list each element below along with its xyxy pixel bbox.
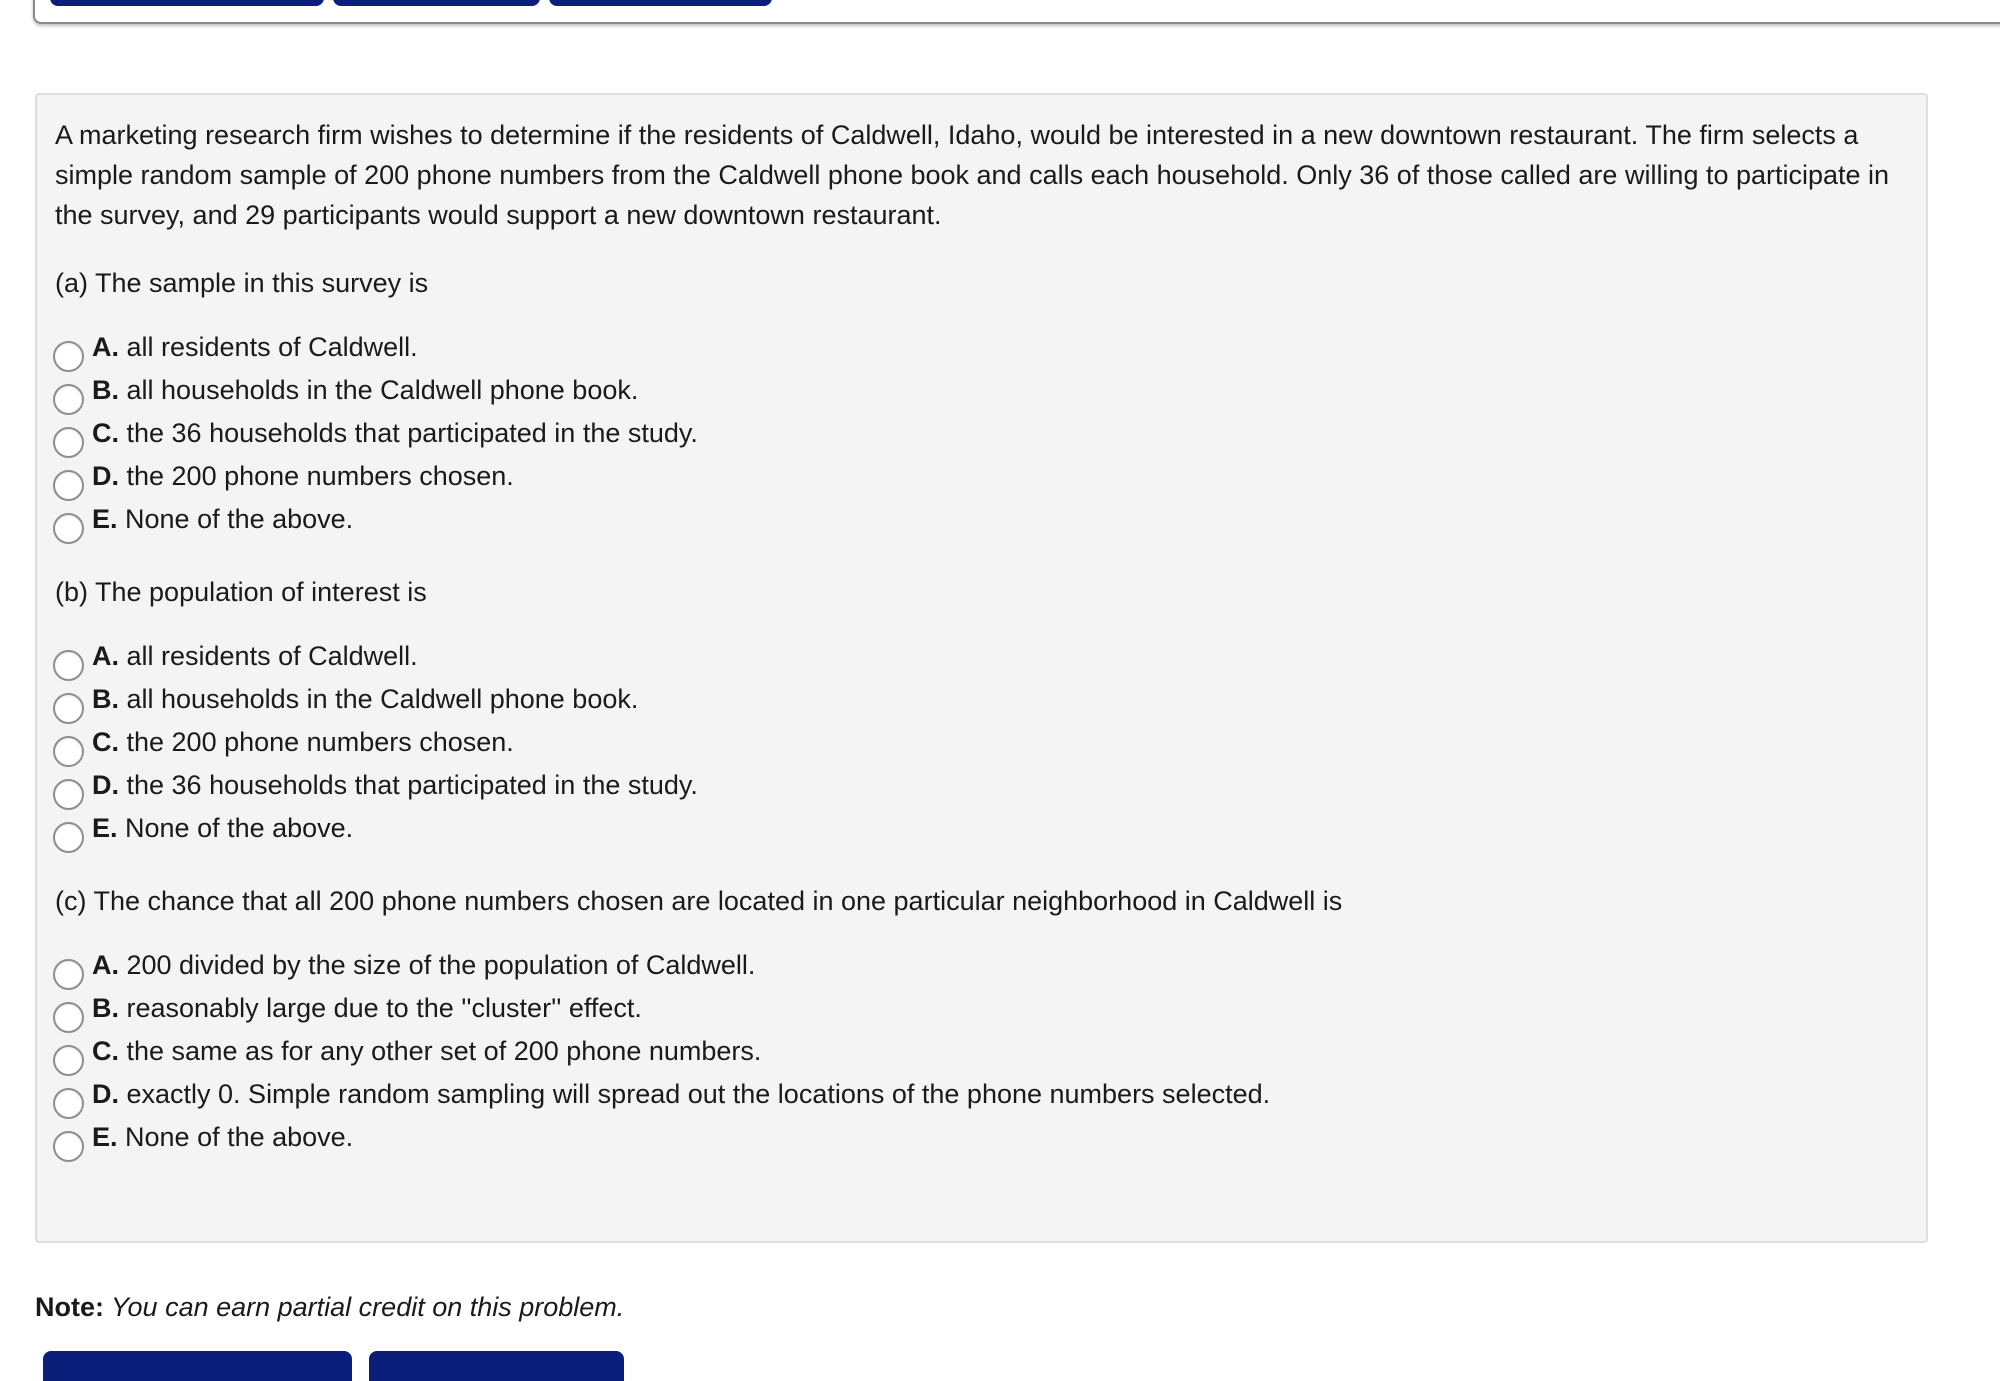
part-b-question: (b) The population of interest is [55, 577, 427, 607]
option-text: all residents of Caldwell. [119, 332, 418, 362]
option-letter: D. [92, 1079, 119, 1109]
option-letter: B. [92, 993, 119, 1023]
part-b-option-c[interactable] [55, 724, 1908, 767]
part-b-option-a[interactable] [55, 638, 1908, 681]
part-c-question: (c) The chance that all 200 phone numbers chosen are located in one particular neighborhood in Caldwell is [55, 886, 1343, 916]
part-c-option-e[interactable] [55, 1119, 1908, 1162]
radio-button[interactable] [53, 1002, 84, 1033]
option-label [92, 638, 418, 674]
part-c-option-c[interactable] [55, 1033, 1908, 1076]
top-nav-button-2[interactable] [333, 0, 540, 6]
option-text: 200 divided by the size of the population of Caldwell. [119, 950, 756, 980]
radio-button[interactable] [53, 736, 84, 767]
option-label [92, 1076, 1270, 1112]
problem-panel [35, 93, 1928, 1243]
option-text: None of the above. [117, 1122, 354, 1152]
partial-credit-note [35, 1289, 624, 1325]
radio-button[interactable] [53, 1045, 84, 1076]
part-b-option-d[interactable] [55, 767, 1908, 810]
option-text: reasonably large due to the ''cluster'' effect. [119, 993, 642, 1023]
option-letter: A. [92, 332, 119, 362]
radio-button[interactable] [53, 959, 84, 990]
part-a-option-a[interactable] [55, 329, 1908, 372]
option-text: all households in the Caldwell phone book. [119, 684, 639, 714]
option-label [92, 501, 353, 537]
part-a-option-c[interactable] [55, 415, 1908, 458]
option-letter: D. [92, 770, 119, 800]
top-nav-button-3[interactable] [549, 0, 772, 6]
option-label [92, 458, 514, 494]
part-a-option-e[interactable] [55, 501, 1908, 544]
part-c-option-a[interactable] [55, 947, 1908, 990]
option-label [92, 724, 514, 760]
part-c-option-d[interactable] [55, 1076, 1908, 1119]
option-letter: A. [92, 950, 119, 980]
option-letter: C. [92, 418, 119, 448]
option-label [92, 681, 638, 717]
part-a-option-b[interactable] [55, 372, 1908, 415]
option-text: None of the above. [117, 813, 354, 843]
part-b-option-e[interactable] [55, 810, 1908, 853]
part-b-options [55, 638, 1908, 853]
radio-button[interactable] [53, 513, 84, 544]
option-label [92, 1033, 761, 1069]
part-b-option-b[interactable] [55, 681, 1908, 724]
option-letter: B. [92, 684, 119, 714]
radio-button[interactable] [53, 822, 84, 853]
part-a-question: (a) The sample in this survey is [55, 268, 429, 298]
top-frame [33, 0, 2000, 24]
option-label [92, 810, 353, 846]
option-text: the 36 households that participated in the study. [119, 418, 698, 448]
option-text: all residents of Caldwell. [119, 641, 418, 671]
radio-button[interactable] [53, 779, 84, 810]
option-label [92, 990, 642, 1026]
radio-button[interactable] [53, 341, 84, 372]
option-text: all households in the Caldwell phone book. [119, 375, 639, 405]
option-label [92, 372, 638, 408]
problem-intro: A marketing research firm wishes to determine if the residents of Caldwell, Idaho, would be interested in a new downtown restaurant. The firm selects a simple random sample of 200 phone numbers from the Caldwell phone book and calls each household. Only 36 of those called are willing to participate in the survey, and 29 participants would support a new downtown restaurant. [55, 120, 1890, 230]
note-text: You can earn partial credit on this problem. [104, 1292, 625, 1322]
option-label [92, 947, 755, 983]
option-text: None of the above. [117, 504, 354, 534]
radio-button[interactable] [53, 1088, 84, 1119]
part-a-option-d[interactable] [55, 458, 1908, 501]
option-text: the 200 phone numbers chosen. [119, 461, 514, 491]
radio-button[interactable] [53, 650, 84, 681]
option-label [92, 767, 698, 803]
option-letter: A. [92, 641, 119, 671]
option-text: the 36 households that participated in the study. [119, 770, 698, 800]
option-letter: E. [92, 504, 118, 534]
option-letter: E. [92, 1122, 118, 1152]
radio-button[interactable] [53, 384, 84, 415]
option-label [92, 1119, 353, 1155]
option-label [92, 329, 418, 365]
radio-button[interactable] [53, 470, 84, 501]
part-c-options [55, 947, 1908, 1162]
option-letter: C. [92, 1036, 119, 1066]
option-text: the same as for any other set of 200 phone numbers. [119, 1036, 762, 1066]
option-label [92, 415, 698, 451]
option-letter: E. [92, 813, 118, 843]
option-text: the 200 phone numbers chosen. [119, 727, 514, 757]
top-nav-button-1[interactable] [50, 0, 324, 6]
note-label: Note: [35, 1292, 104, 1322]
part-a-options [55, 329, 1908, 544]
radio-button[interactable] [53, 427, 84, 458]
radio-button[interactable] [53, 693, 84, 724]
option-text: exactly 0. Simple random sampling will spread out the locations of the phone numbers selected. [119, 1079, 1271, 1109]
option-letter: D. [92, 461, 119, 491]
option-letter: B. [92, 375, 119, 405]
radio-button[interactable] [53, 1131, 84, 1162]
option-letter: C. [92, 727, 119, 757]
part-c-option-b[interactable] [55, 990, 1908, 1033]
